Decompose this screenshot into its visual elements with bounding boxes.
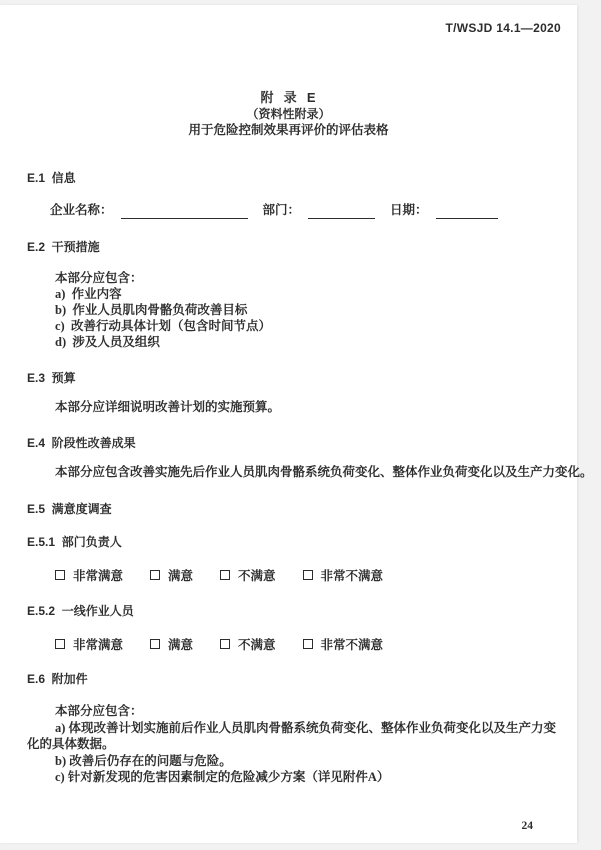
section-heading-e51: E.5.1 部门负责人 bbox=[27, 535, 122, 549]
checkbox-icon bbox=[303, 639, 313, 649]
option-very-unsatisfied bbox=[303, 635, 384, 653]
e2-list-item-b: b) 作业人员肌肉骨骼负荷改善目标 bbox=[55, 303, 248, 317]
appendix-title-block bbox=[0, 89, 577, 138]
appendix-subtitle: （资料性附录） bbox=[246, 107, 331, 121]
date-label: 日期： bbox=[390, 203, 428, 217]
checkbox-icon bbox=[55, 639, 65, 649]
option-label: 非常满意 bbox=[73, 569, 124, 583]
e2-list-item-a: a) 作业内容 bbox=[55, 287, 122, 301]
checkbox-icon bbox=[220, 570, 230, 580]
option-label: 不满意 bbox=[238, 638, 276, 652]
satisfaction-options-frontline-workers bbox=[0, 636, 577, 652]
option-satisfied bbox=[150, 566, 193, 584]
option-label: 非常不满意 bbox=[320, 569, 384, 583]
option-label: 非常满意 bbox=[73, 638, 124, 652]
checkbox-icon bbox=[55, 570, 65, 580]
section-heading-e3: E.3 预算 bbox=[27, 371, 76, 385]
checkbox-icon bbox=[220, 639, 230, 649]
e6-list-item-b: b) 改善后仍存在的问题与危险。 bbox=[55, 753, 232, 768]
option-very-unsatisfied bbox=[303, 566, 384, 584]
department-blank-field bbox=[308, 205, 375, 219]
e3-body: 本部分应详细说明改善计划的实施预算。 bbox=[55, 400, 281, 414]
option-label: 满意 bbox=[168, 638, 194, 652]
section-heading-e1: E.1 信息 bbox=[27, 171, 76, 185]
option-unsatisfied bbox=[220, 566, 276, 584]
checkbox-icon bbox=[303, 570, 313, 580]
satisfaction-options-department-head bbox=[0, 567, 577, 583]
section-heading-e5: E.5 满意度调查 bbox=[27, 502, 112, 516]
option-satisfied bbox=[150, 635, 193, 653]
option-label: 不满意 bbox=[238, 569, 276, 583]
page-content bbox=[0, 5, 593, 786]
e2-list-item-d: d) 涉及人员及组织 bbox=[55, 335, 160, 349]
date-blank-field bbox=[436, 205, 498, 219]
e4-body: 本部分应包含改善实施先后作业人员肌肉骨骼系统负荷变化、整体作业负荷变化以及生产力变化。 bbox=[55, 465, 593, 479]
option-very-satisfied bbox=[55, 566, 123, 584]
department-label: 部门： bbox=[262, 203, 301, 217]
option-very-satisfied bbox=[55, 635, 123, 653]
info-form-row bbox=[0, 199, 577, 219]
standard-reference: T/WSJD 14.1—2020 bbox=[445, 21, 561, 35]
e6-intro: 本部分应包含： bbox=[55, 704, 143, 718]
e2-intro: 本部分应包含： bbox=[55, 271, 143, 285]
e2-list-item-c: c) 改善行动具体计划（包含时间节点） bbox=[55, 319, 271, 333]
page-number: 24 bbox=[521, 820, 533, 832]
section-heading-e2: E.2 干预措施 bbox=[27, 240, 100, 254]
appendix-description: 用于危险控制效果再评价的评估表格 bbox=[188, 123, 389, 137]
checkbox-icon bbox=[150, 570, 160, 580]
company-name-label: 企业名称： bbox=[50, 203, 113, 217]
e6-content bbox=[0, 703, 577, 786]
checkbox-icon bbox=[150, 639, 160, 649]
section-heading-e4: E.4 阶段性改善成果 bbox=[27, 436, 136, 450]
company-name-blank-field bbox=[121, 205, 248, 219]
option-label: 非常不满意 bbox=[320, 638, 384, 652]
document-page bbox=[0, 5, 593, 843]
section-heading-e6: E.6 附加件 bbox=[27, 672, 88, 686]
e6-list-item-c: c) 针对新发现的危害因素制定的危险减少方案（详见附件A） bbox=[55, 770, 390, 784]
appendix-title: 附 录 E bbox=[260, 90, 317, 105]
e6-list-item-a: a) 体现改善计划实施前后作业人员肌肉骨骼系统负荷变化、整体作业负荷变化以及生产力变化的具体数据。 bbox=[27, 720, 557, 751]
option-label: 满意 bbox=[168, 569, 194, 583]
section-heading-e52: E.5.2 一线作业人员 bbox=[27, 604, 134, 618]
option-unsatisfied bbox=[220, 635, 276, 653]
